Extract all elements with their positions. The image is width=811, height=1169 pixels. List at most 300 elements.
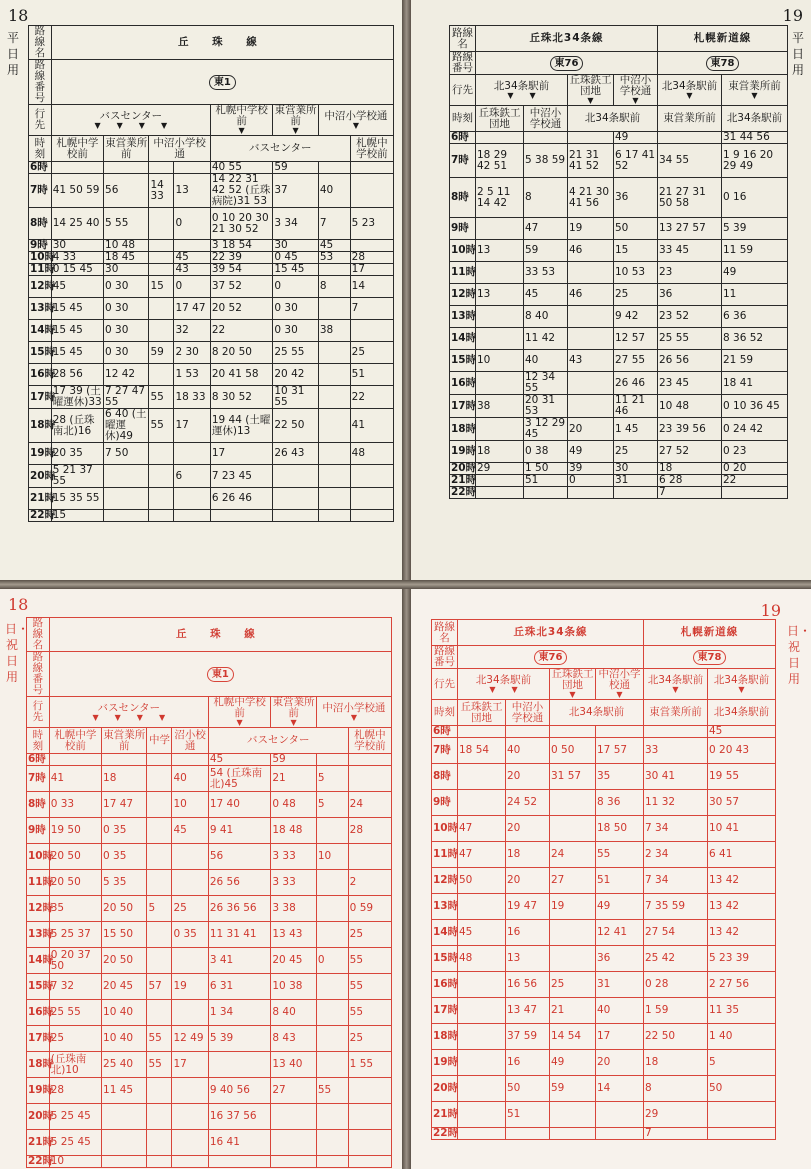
hour-cell: 15時 bbox=[450, 350, 476, 372]
departure-cell: 5 35 bbox=[102, 870, 147, 896]
departure-cell: 0 35 bbox=[172, 922, 208, 948]
departure-cell: 9 40 56 bbox=[208, 1078, 271, 1104]
departure-cell: 46 bbox=[568, 284, 614, 306]
departure-cell: 7 50 bbox=[104, 443, 149, 465]
departure-cell: 33 45 bbox=[658, 240, 722, 262]
departure-cell bbox=[147, 870, 172, 896]
departure-cell bbox=[318, 465, 350, 488]
departure-cell: 5 39 bbox=[208, 1026, 271, 1052]
hour-cell: 9時 bbox=[29, 240, 52, 252]
sub-head: 中学 bbox=[147, 728, 172, 754]
hour-cell: 22時 bbox=[30, 509, 56, 521]
timetable-grid bbox=[28, 25, 394, 522]
departure-cell bbox=[147, 922, 172, 948]
departure-cell: 45 bbox=[174, 252, 210, 264]
departure-cell: 20 41 58 bbox=[210, 364, 273, 386]
departure-cell bbox=[102, 754, 147, 766]
departure-cell: 20 bbox=[568, 418, 614, 441]
departure-cell: 13 bbox=[506, 946, 550, 972]
departure-cell: 40 bbox=[318, 174, 350, 208]
departure-cell: 28 bbox=[350, 252, 393, 264]
departure-cell bbox=[458, 972, 506, 998]
route-number-label: 路線番号 bbox=[27, 652, 50, 697]
route-number-cell bbox=[51, 60, 393, 105]
departure-cell: 48 bbox=[350, 443, 393, 465]
departure-cell bbox=[458, 1128, 506, 1140]
departure-cell: 5 25 37 bbox=[49, 922, 101, 948]
hour-row bbox=[432, 726, 776, 738]
departure-cell: 50 bbox=[506, 1076, 550, 1102]
departure-cell: 8 30 52 bbox=[210, 386, 273, 409]
departure-cell: 19 55 bbox=[708, 764, 776, 790]
departure-cell: 11 59 bbox=[722, 240, 788, 262]
departure-cell bbox=[273, 488, 318, 510]
hour-cell: 19時 bbox=[432, 1050, 458, 1076]
departure-cell: 8 bbox=[644, 1076, 708, 1102]
departure-cell: 20 50 bbox=[49, 870, 101, 896]
sub-head: 東営業所前 bbox=[658, 106, 722, 132]
departure-cell: 0 bbox=[174, 208, 210, 240]
hour-cell: 16時 bbox=[29, 364, 52, 386]
hour-row bbox=[29, 320, 394, 342]
departure-cell: 32 bbox=[174, 320, 210, 342]
departure-cell: 15 45 bbox=[51, 298, 103, 320]
dest-group-bus-center: バスセンター ▼ ▼ ▼ ▼ bbox=[49, 697, 208, 728]
sub-head: 中沼小学校通 bbox=[524, 106, 568, 132]
hour-cell: 9時 bbox=[432, 790, 458, 816]
departure-cell: 50 bbox=[458, 868, 506, 894]
hour-row bbox=[450, 372, 788, 395]
departure-cell: 24 52 bbox=[506, 790, 550, 816]
hour-row bbox=[432, 868, 776, 894]
departure-cell bbox=[506, 1128, 550, 1140]
departure-cell bbox=[458, 1024, 506, 1050]
hour-row bbox=[27, 766, 392, 792]
hour-row bbox=[27, 896, 392, 922]
departure-cell: 26 56 bbox=[658, 350, 722, 372]
departure-cell: 46 bbox=[568, 240, 614, 262]
departure-cell: 20 35 bbox=[51, 443, 103, 465]
departure-cell bbox=[318, 264, 350, 276]
departure-cell bbox=[348, 844, 391, 870]
departure-cell: 1 34 bbox=[208, 1000, 271, 1026]
departure-cell: 47 bbox=[524, 218, 568, 240]
departure-cell: 22 bbox=[350, 386, 393, 409]
departure-cell: 18 bbox=[658, 463, 722, 475]
departure-cell: 0 24 42 bbox=[722, 418, 788, 441]
sub-head: 北34条駅前 bbox=[550, 700, 644, 726]
departure-cell bbox=[550, 1102, 596, 1128]
hour-cell: 22時 bbox=[28, 1155, 54, 1167]
route-number-label: 路線番号 bbox=[29, 60, 52, 105]
departure-cell: 12 57 bbox=[614, 328, 658, 350]
hour-cell: 10時 bbox=[27, 844, 50, 870]
departure-cell bbox=[348, 1156, 391, 1168]
departure-cell bbox=[147, 948, 172, 974]
departure-cell: 15 35 55 bbox=[51, 488, 103, 510]
timetable-grid bbox=[431, 619, 776, 1140]
departure-cell: 0 bbox=[316, 948, 348, 974]
departure-cell: 0 30 bbox=[104, 342, 149, 364]
departure-cell bbox=[568, 372, 614, 395]
departure-cell bbox=[458, 1050, 506, 1076]
route-title: 丘 珠 線 bbox=[51, 26, 393, 60]
hour-cell: 18時 bbox=[450, 418, 476, 441]
departure-cell: 16 56 bbox=[506, 972, 550, 998]
hour-cell: 20時 bbox=[27, 1104, 50, 1130]
departure-cell: 45 bbox=[318, 240, 350, 252]
departure-cell: 0 bbox=[273, 276, 318, 298]
departure-cell bbox=[316, 1104, 348, 1130]
departure-cell: 23 45 bbox=[658, 372, 722, 395]
dest-group-higashi-office: 東営業所前 ▼ bbox=[274, 104, 317, 135]
departure-cell bbox=[568, 306, 614, 328]
departure-cell bbox=[550, 920, 596, 946]
hour-cell: 17時 bbox=[450, 395, 476, 418]
departure-cell: 47 bbox=[458, 842, 506, 868]
hour-cell: 15時 bbox=[27, 974, 50, 1000]
departure-cell: 5 25 45 bbox=[49, 1130, 101, 1156]
departure-cell bbox=[348, 1078, 391, 1104]
hour-cell: 16時 bbox=[450, 372, 476, 395]
departure-cell bbox=[550, 946, 596, 972]
departure-cell: 48 bbox=[458, 946, 506, 972]
departure-cell: 30 bbox=[614, 463, 658, 475]
departure-cell bbox=[149, 364, 174, 386]
departure-cell: 14 22 31 42 52 (丘珠病院)31 53 bbox=[210, 174, 273, 208]
dest-group-sapporo-jhs: 札幌中学校前 ▼ bbox=[210, 105, 273, 136]
departure-cell bbox=[149, 240, 174, 252]
departure-cell: 12 42 bbox=[104, 364, 149, 386]
departure-cell: 20 31 53 bbox=[524, 395, 568, 418]
departure-cell: 1 50 bbox=[524, 463, 568, 475]
departure-cell: 25 55 bbox=[49, 1000, 101, 1026]
departure-cell bbox=[102, 1156, 147, 1168]
hour-cell: 21時 bbox=[29, 488, 52, 510]
departure-cell: 0 30 bbox=[273, 298, 318, 320]
departure-cell: 7 34 bbox=[644, 868, 708, 894]
timetable-grid bbox=[449, 25, 788, 499]
hour-row bbox=[432, 790, 776, 816]
departure-cell bbox=[350, 240, 393, 252]
destination-label: 行先 bbox=[27, 697, 50, 728]
hour-cell: 9時 bbox=[27, 818, 50, 844]
departure-cell: 15 45 bbox=[51, 320, 103, 342]
departure-cell: 1 55 bbox=[348, 1052, 391, 1078]
hour-row bbox=[432, 816, 776, 842]
departure-cell bbox=[708, 1102, 776, 1128]
dest-group: 丘珠鉄工団地 ▼ bbox=[551, 668, 594, 699]
departure-cell: 25 40 bbox=[102, 1052, 147, 1078]
departure-cell bbox=[174, 510, 210, 522]
route-number-cell-a bbox=[458, 646, 644, 669]
departure-cell: 18 29 42 51 bbox=[476, 144, 524, 178]
hour-row bbox=[29, 162, 394, 174]
departure-cell: 20 45 bbox=[271, 948, 316, 974]
departure-cell: 10 31 55 bbox=[273, 386, 318, 409]
departure-cell: 7 27 47 55 bbox=[104, 386, 149, 409]
departure-cell: 8 20 50 bbox=[210, 342, 273, 364]
departure-cell bbox=[208, 1156, 271, 1168]
departure-cell: 18 bbox=[644, 1050, 708, 1076]
departure-cell: 25 bbox=[172, 896, 208, 922]
departure-cell: 8 36 bbox=[596, 790, 644, 816]
departure-cell: 13 bbox=[476, 240, 524, 262]
departure-cell: 8 40 bbox=[524, 306, 568, 328]
departure-cell bbox=[476, 262, 524, 284]
departure-cell bbox=[458, 726, 506, 738]
departure-cell: 8 bbox=[318, 276, 350, 298]
departure-cell bbox=[104, 162, 149, 174]
departure-cell: 12 41 bbox=[596, 920, 644, 946]
departure-cell bbox=[644, 726, 708, 738]
hour-cell: 14時 bbox=[432, 920, 458, 946]
sub-head: 北34条駅前 bbox=[568, 106, 658, 132]
departure-cell: 3 33 bbox=[271, 844, 316, 870]
hour-row bbox=[27, 1000, 392, 1026]
sub-head: 北34条駅前 bbox=[722, 106, 788, 132]
sub-head: 東営業所前 bbox=[105, 136, 148, 160]
departure-cell bbox=[348, 1130, 391, 1156]
departure-cell: 0 45 bbox=[273, 252, 318, 264]
departure-cell: 15 45 bbox=[273, 264, 318, 276]
departure-cell: 22 bbox=[210, 320, 273, 342]
hour-cell: 21時 bbox=[27, 1130, 50, 1156]
departure-cell: 0 35 bbox=[102, 818, 147, 844]
departure-cell: 20 bbox=[506, 764, 550, 790]
departure-cell: 10 bbox=[476, 350, 524, 372]
departure-cell: 6 40 (土曜運休)49 bbox=[104, 409, 149, 443]
departure-cell: 0 bbox=[174, 276, 210, 298]
departure-cell: 20 52 bbox=[210, 298, 273, 320]
departure-cell: 50 bbox=[708, 1076, 776, 1102]
hour-cell: 10時 bbox=[30, 251, 56, 263]
departure-cell bbox=[458, 1102, 506, 1128]
departure-cell: 13 bbox=[476, 284, 524, 306]
hour-row bbox=[29, 443, 394, 465]
hour-row bbox=[27, 1078, 392, 1104]
departure-cell bbox=[147, 1156, 172, 1168]
departure-cell bbox=[149, 252, 174, 264]
page-holiday-right bbox=[411, 589, 811, 1169]
departure-cell bbox=[316, 1130, 348, 1156]
departure-cell: 40 55 bbox=[210, 162, 273, 174]
departure-cell: 17 39 (土曜運休)33 bbox=[52, 385, 102, 408]
route-title-a: 丘珠北34条線 bbox=[476, 26, 658, 52]
departure-cell bbox=[104, 465, 149, 488]
departure-cell: 9 41 bbox=[208, 818, 271, 844]
departure-cell bbox=[476, 487, 524, 499]
departure-cell: 15 bbox=[51, 510, 103, 522]
departure-cell bbox=[316, 1052, 348, 1078]
hour-row bbox=[29, 386, 394, 409]
departure-cell bbox=[596, 1128, 644, 1140]
departure-cell: 0 30 bbox=[104, 320, 149, 342]
departure-cell: 10 40 bbox=[102, 1000, 147, 1026]
departure-cell bbox=[524, 132, 568, 144]
hour-row bbox=[450, 441, 788, 463]
departure-cell bbox=[149, 208, 174, 240]
departure-cell: 33 53 bbox=[524, 262, 568, 284]
departure-cell: 16 bbox=[506, 920, 550, 946]
hour-row bbox=[432, 920, 776, 946]
route-number-badge: 東1 bbox=[209, 75, 236, 90]
sub-head: 札幌中学校前 bbox=[350, 136, 393, 162]
departure-cell: 41 bbox=[49, 766, 101, 792]
hour-row bbox=[450, 463, 788, 475]
hour-cell: 21時 bbox=[432, 1102, 458, 1128]
route-name-label: 路線名 bbox=[450, 26, 476, 52]
departure-cell bbox=[348, 754, 391, 766]
hour-cell: 19時 bbox=[450, 441, 476, 463]
hour-cell: 11時 bbox=[450, 262, 476, 284]
sub-head: 中沼小学校通 bbox=[506, 700, 550, 726]
departure-cell: 13 47 bbox=[506, 998, 550, 1024]
departure-cell: 11 31 41 bbox=[208, 922, 271, 948]
departure-cell: 57 bbox=[147, 974, 172, 1000]
destination-label: 行先 bbox=[29, 105, 52, 136]
departure-cell: 30 bbox=[273, 240, 318, 252]
departure-cell: 40 bbox=[524, 350, 568, 372]
departure-cell: 5 23 39 bbox=[708, 946, 776, 972]
departure-cell bbox=[174, 488, 210, 510]
departure-cell bbox=[147, 1130, 172, 1156]
hour-row bbox=[27, 844, 392, 870]
departure-cell: 3 18 54 bbox=[210, 240, 273, 252]
route-name-label: 路線名 bbox=[27, 618, 50, 652]
hour-row bbox=[432, 1024, 776, 1050]
departure-cell: 0 48 bbox=[271, 792, 316, 818]
departure-cell: 15 bbox=[614, 240, 658, 262]
hour-cell: 7時 bbox=[27, 766, 50, 792]
departure-cell: 18 50 bbox=[596, 816, 644, 842]
departure-cell: 15 50 bbox=[102, 922, 147, 948]
hour-cell: 18時 bbox=[432, 1024, 458, 1050]
departure-cell: 1 40 bbox=[708, 1024, 776, 1050]
departure-cell: 39 bbox=[568, 463, 614, 475]
hour-row bbox=[27, 754, 392, 766]
departure-cell bbox=[318, 409, 350, 443]
departure-cell: 19 44 (土曜運休)13 bbox=[210, 409, 273, 443]
departure-cell: 23 52 bbox=[658, 306, 722, 328]
departure-cell: 18 41 bbox=[722, 372, 788, 395]
hour-row bbox=[29, 208, 394, 240]
side-label: 日・祝日用 bbox=[787, 624, 811, 686]
departure-cell: 11 35 bbox=[708, 998, 776, 1024]
departure-cell: 10 41 bbox=[708, 816, 776, 842]
departure-cell bbox=[348, 766, 391, 792]
departure-cell: 17 57 bbox=[596, 738, 644, 764]
hour-row bbox=[450, 178, 788, 218]
departure-cell: 22 50 bbox=[644, 1024, 708, 1050]
departure-cell: 2 5 11 14 42 bbox=[476, 178, 524, 218]
departure-cell: 1 59 bbox=[644, 998, 708, 1024]
departure-cell: 5 bbox=[316, 766, 348, 792]
departure-cell: 18 bbox=[506, 842, 550, 868]
dest-group-nakanuma: 中沼小学校通 ▼ bbox=[316, 697, 391, 728]
departure-cell bbox=[458, 790, 506, 816]
route-number-cell-a bbox=[476, 52, 658, 75]
hour-row bbox=[450, 395, 788, 418]
departure-cell bbox=[476, 328, 524, 350]
route-number-badge: 東76 bbox=[534, 650, 568, 665]
departure-cell: 8 bbox=[524, 178, 568, 218]
hour-cell: 8時 bbox=[432, 764, 458, 790]
departure-cell: 6 41 bbox=[708, 842, 776, 868]
departure-cell: 3 38 bbox=[271, 896, 316, 922]
dest-group: 中沼小学校通 ▼ bbox=[596, 669, 644, 700]
departure-cell: 36 bbox=[596, 946, 644, 972]
departure-cell: 18 45 bbox=[104, 252, 149, 264]
departure-cell bbox=[596, 1102, 644, 1128]
departure-cell bbox=[550, 816, 596, 842]
departure-cell: 6 bbox=[174, 465, 210, 488]
departure-cell: 1 45 bbox=[614, 418, 658, 441]
departure-cell: 6 26 46 bbox=[210, 488, 273, 510]
departure-cell: 59 bbox=[550, 1076, 596, 1102]
sub-head: 丘珠鉄工団地 bbox=[476, 106, 524, 132]
departure-cell: 28 56 bbox=[51, 364, 103, 386]
hour-cell: 21時 bbox=[451, 474, 477, 486]
departure-cell: 5 55 bbox=[104, 208, 149, 240]
departure-cell: 2 30 bbox=[174, 342, 210, 364]
departure-cell bbox=[316, 818, 348, 844]
departure-cell: 8 36 52 bbox=[722, 328, 788, 350]
hour-row bbox=[432, 738, 776, 764]
page-number: 18 bbox=[8, 595, 29, 614]
departure-cell bbox=[147, 1078, 172, 1104]
departure-cell bbox=[149, 510, 174, 522]
departure-cell bbox=[318, 342, 350, 364]
departure-cell: 0 15 45 bbox=[51, 264, 103, 276]
departure-cell bbox=[350, 510, 393, 522]
departure-cell: 30 bbox=[104, 264, 149, 276]
hour-row bbox=[432, 1050, 776, 1076]
departure-cell: 8 40 bbox=[271, 1000, 316, 1026]
departure-cell: 7 bbox=[318, 208, 350, 240]
departure-cell bbox=[476, 418, 524, 441]
departure-cell: 51 bbox=[596, 868, 644, 894]
dest-group: 北34条駅前 ▼ ▼ bbox=[458, 669, 550, 700]
departure-cell bbox=[722, 487, 788, 499]
hour-cell: 10時 bbox=[432, 816, 458, 842]
sub-head: 北34条駅前 bbox=[708, 700, 776, 726]
departure-cell: 16 37 56 bbox=[208, 1104, 271, 1130]
hour-cell: 14時 bbox=[29, 320, 52, 342]
departure-cell: 40 bbox=[506, 738, 550, 764]
destination-label: 行先 bbox=[432, 669, 458, 700]
departure-cell: 0 33 bbox=[49, 792, 101, 818]
departure-cell bbox=[316, 754, 348, 766]
departure-cell: 9 42 bbox=[614, 306, 658, 328]
departure-cell: 38 bbox=[476, 395, 524, 418]
hour-row bbox=[432, 842, 776, 868]
route-title: 丘 珠 線 bbox=[49, 618, 391, 652]
departure-cell bbox=[172, 870, 208, 896]
time-label: 時刻 bbox=[27, 728, 50, 754]
departure-cell: 0 59 bbox=[348, 896, 391, 922]
departure-cell bbox=[568, 487, 614, 499]
departure-cell: 6 31 bbox=[208, 974, 271, 1000]
hour-cell: 8時 bbox=[450, 178, 476, 218]
departure-cell: 18 48 bbox=[271, 818, 316, 844]
hour-row bbox=[27, 974, 392, 1000]
departure-cell: 13 43 bbox=[271, 922, 316, 948]
route-number-badge: 東78 bbox=[706, 56, 740, 71]
departure-cell: 45 bbox=[708, 726, 776, 738]
departure-cell: 0 20 43 bbox=[708, 738, 776, 764]
departure-cell: (丘珠南北)10 bbox=[49, 1052, 101, 1078]
